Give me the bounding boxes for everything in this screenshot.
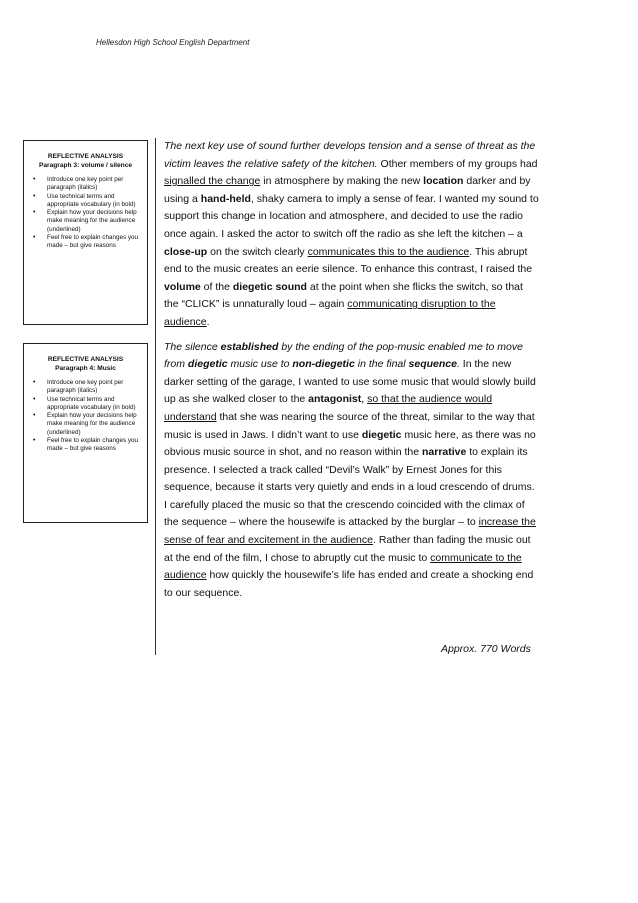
key-point-fragment: . — [456, 358, 460, 371]
technical-term: sequence — [408, 358, 457, 371]
body-text: music here, as there was no obvious music source in shot, and no reason within the — [164, 428, 536, 459]
box-title-line-2: Paragraph 4: Music — [55, 365, 116, 372]
bullet-icon: • — [33, 209, 36, 217]
body-text: at the point when she flicks the switch, so that the “CLICK” is unnaturally loud – again — [164, 280, 523, 311]
bullet-icon: • — [33, 437, 36, 445]
box-title-line-1: REFLECTIVE ANALYSIS — [47, 356, 124, 363]
box-title-line-2: Paragraph 3: volume / silence — [38, 162, 133, 169]
technical-term: non-diegetic — [292, 358, 355, 371]
guidance-item — [24, 379, 147, 396]
technical-term: location — [423, 175, 464, 188]
body-text: . Rather than fading the music out at the end of the film, I chose to abruptly cut the music to — [164, 534, 531, 564]
body-text: . This abrupt end to the music creates an eerie silence. To enhance this contrast, I raised the — [164, 245, 533, 276]
body-text: in atmosphere by making the new — [260, 175, 424, 188]
guidance-item-text: Feel free to explain changes you made – but give reasons — [47, 234, 139, 250]
page-header: Hellesdon High School English Department — [96, 38, 250, 47]
bullet-icon: • — [33, 379, 36, 386]
body-text: , — [361, 393, 368, 406]
reflective-analysis-box-paragraph-3 — [23, 140, 148, 325]
audience-effect-text: so that the audience would understand — [164, 393, 493, 423]
guidance-list — [24, 176, 147, 251]
body-text: to explain its presence. I selected a track called “Devil’s Walk” by Ernest Jones for this sequence, because it starts very quietly and ends in a loud crescendo of drums. I carefully placed the music so that the crescendo coincided with the climax of the sequence – where the housewife is attacked by the burglar – to — [164, 446, 535, 529]
technical-term: hand-held — [200, 192, 251, 205]
technical-term: diegetic — [361, 428, 402, 441]
guidance-item-text: Use technical terms and appropriate vocabulary (in bold) — [47, 395, 136, 411]
audience-effect-text: communicate to the audience — [164, 551, 522, 582]
guidance-item — [24, 412, 147, 437]
bullet-icon: • — [33, 176, 36, 183]
body-text: , shaky camera to imply a sense of fear. I wanted my sound to support this change in location and atmosphere, and decided to use the radio once again. I asked the actor to switch off the radio as she left the kitchen – a — [164, 192, 539, 240]
bullet-icon: • — [33, 234, 36, 242]
guidance-item-text: Use technical terms and appropriate vocabulary (in bold) — [47, 192, 136, 208]
guidance-list — [24, 379, 147, 454]
guidance-item — [24, 396, 147, 413]
body-text: In the new darker setting of the garage, I wanted to use some music that would slowly build up as she walked closer to the — [164, 358, 536, 406]
technical-term: antagonist — [308, 393, 362, 406]
reflective-analysis-box-paragraph-4 — [23, 343, 148, 523]
technical-term: volume — [164, 280, 201, 293]
word-count: Approx. 770 Words — [441, 643, 531, 655]
guidance-item — [24, 209, 147, 234]
guidance-item-text: Explain how your decisions help make meaning for the audience (underlined) — [47, 412, 137, 436]
key-point-fragment: music use to — [227, 358, 293, 371]
paragraph-volume-silence — [164, 138, 540, 332]
paragraph-music — [164, 339, 540, 603]
bullet-icon: • — [33, 192, 36, 200]
key-point-fragment: by the ending of the pop-music enabled me to move from — [164, 340, 523, 371]
margin-divider-line — [155, 138, 156, 655]
audience-effect-text: signalled the change — [164, 175, 261, 188]
guidance-item-text: Feel free to explain changes you made – but give reasons — [47, 437, 139, 453]
body-text: Other members of my groups had — [377, 157, 538, 170]
technical-term: diegetic sound — [232, 280, 307, 293]
guidance-item — [24, 176, 147, 193]
bullet-icon: • — [33, 412, 36, 420]
guidance-item-text: Explain how your decisions help make meaning for the audience (underlined) — [47, 209, 137, 233]
essay-body — [164, 138, 540, 602]
technical-term: diegetic — [187, 358, 228, 371]
box-title-line-1: REFLECTIVE ANALYSIS — [47, 153, 124, 160]
guidance-item-text: Introduce one key point per paragraph (italics) — [47, 379, 124, 395]
audience-effect-text: communicates this to the audience — [307, 245, 470, 258]
guidance-item — [24, 234, 147, 251]
body-text: . — [206, 315, 210, 328]
audience-effect-text: communicating disruption to the audience — [164, 298, 496, 328]
body-text: on the switch clearly — [207, 245, 308, 258]
technical-term: established — [220, 340, 279, 353]
bullet-icon: • — [33, 395, 36, 403]
guidance-item — [24, 193, 147, 210]
body-text: darker and by using a — [164, 175, 531, 205]
body-text: how quickly the housewife’s life has ended and create a shocking end to our sequence. — [164, 569, 534, 599]
body-text: of the — [200, 280, 233, 293]
key-point-fragment: in the final — [354, 358, 409, 371]
guidance-item — [24, 437, 147, 454]
technical-term: close-up — [164, 245, 208, 258]
key-point-fragment: The silence — [164, 340, 221, 353]
box-title — [24, 355, 147, 373]
body-text: that she was nearing the source of the threat, similar to the way that music is used in Jaws. I didn’t want to use — [164, 410, 535, 441]
box-title — [24, 152, 147, 170]
audience-effect-text: increase the sense of fear and excitement in the audience — [164, 516, 536, 547]
key-point-text: The next key use of sound further develops tension and a sense of threat as the victim leaves the relative safety of the kitchen. — [164, 140, 536, 170]
technical-term: narrative — [421, 446, 467, 459]
guidance-item-text: Introduce one key point per paragraph (italics) — [47, 176, 124, 192]
